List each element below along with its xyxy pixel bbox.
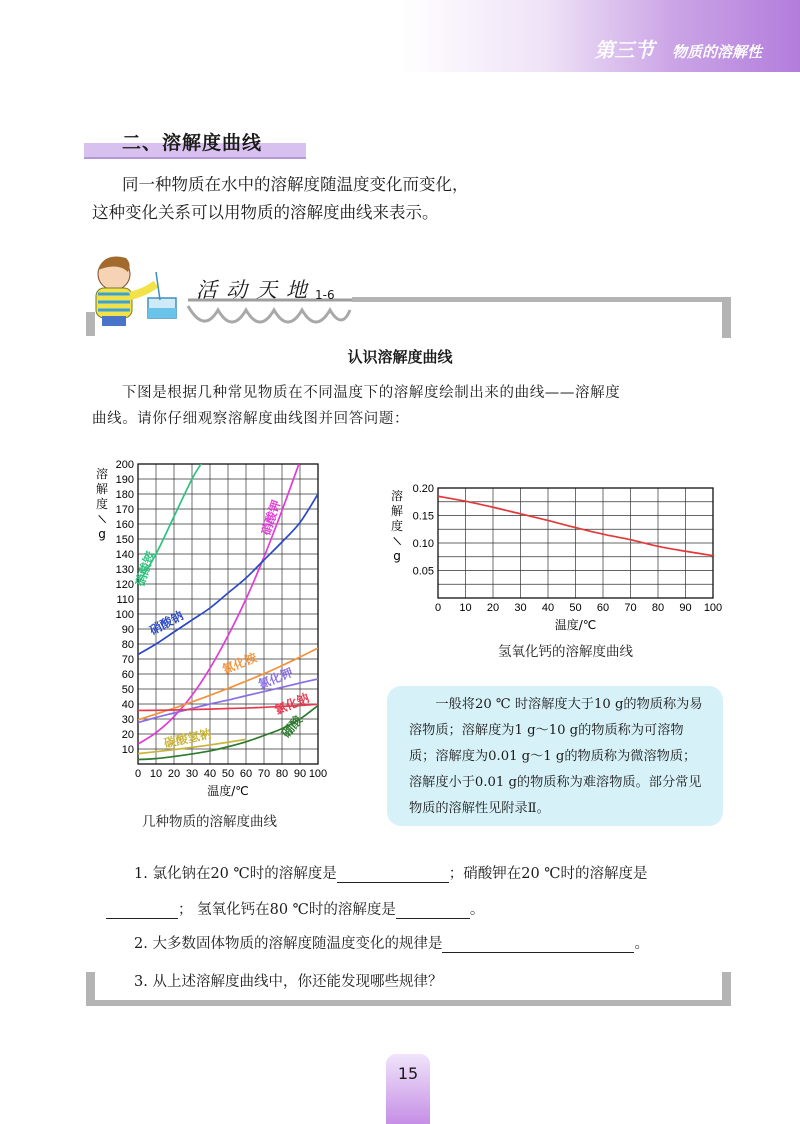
c1-y-label-char: 解: [95, 482, 109, 496]
c2-x-label: 温度/℃: [554, 618, 597, 632]
c1-y-tick: 200: [115, 459, 134, 471]
c1-y-tick: 160: [115, 519, 134, 531]
frame-bottom-line: [86, 1000, 731, 1006]
note-text: 一般将20 ℃ 时溶解度大于10 g的物质称为易溶物质；溶解度为1 g～10 g的物质称为可溶物质；溶解度为0.01 g～1 g的物质称为微溶物质；溶解度小于0.01 g的物质称为难溶物质。部分常见物质的溶解性见附录Ⅱ。: [409, 697, 703, 816]
c1-x-tick: 70: [257, 768, 271, 780]
c1-y-tick: 70: [121, 654, 134, 666]
c1-y-tick: 190: [115, 474, 134, 486]
page-number: 15: [397, 1064, 419, 1083]
c1-series-label: 氯化钠: [272, 690, 312, 718]
c1-x-tick: 50: [221, 768, 235, 780]
activity-title: 活动天地: [196, 278, 316, 302]
c1-series-label: 硝酸钠: [147, 608, 186, 638]
c2-x-tick: 70: [624, 602, 637, 614]
c1-y-tick: 50: [121, 684, 134, 696]
activity-number: 1-6: [315, 288, 335, 302]
c1-series-label: 氯化钾: [256, 665, 295, 692]
c2-x-tick: 50: [569, 602, 582, 614]
c1-y-label-char: g: [98, 527, 106, 541]
q2-text-b: 。: [634, 936, 649, 952]
c2-y-label-char: 度: [390, 519, 404, 533]
c1-x-label: 温度/℃: [207, 784, 249, 798]
c1-series-label: 硼酸: [278, 713, 306, 741]
c1-y-tick: 10: [121, 744, 134, 756]
c1-x-tick: 30: [185, 768, 199, 780]
frame-left-top: [86, 312, 95, 336]
answer-blank-3[interactable]: [396, 904, 470, 919]
c2-x-tick: 100: [703, 602, 723, 614]
running-header: [594, 34, 762, 63]
c1-y-label-char: 溶: [95, 467, 109, 481]
c2-x-tick: 80: [651, 602, 665, 614]
paragraph-line-1: 同一种物质在水中的溶解度随温度变化而变化，: [122, 175, 469, 194]
c1-y-tick: 20: [121, 729, 134, 741]
c1-y-tick: 180: [115, 489, 134, 501]
answer-blank-2[interactable]: [106, 904, 178, 919]
c2-y-tick: 0.10: [412, 538, 434, 550]
section-heading: 二、溶解度曲线: [122, 132, 263, 154]
solubility-chart: [80, 452, 340, 808]
c2-x-tick: 20: [486, 602, 500, 614]
c1-y-tick: 130: [115, 564, 134, 576]
c2-x-tick: 0: [434, 602, 442, 614]
c1-y-label-char: /: [94, 513, 110, 525]
c1-y-tick: 30: [121, 714, 134, 726]
c1-y-tick: 40: [121, 699, 134, 711]
c2-y-tick: 0.15: [412, 510, 434, 523]
c1-y-tick: 110: [116, 594, 134, 606]
q1-text-d: 。: [469, 902, 485, 918]
frame-top-line: [352, 297, 731, 302]
c1-y-tick: 150: [115, 534, 134, 546]
c2-x-tick: 10: [459, 602, 472, 614]
c1-x-tick: 20: [167, 768, 181, 780]
header-section: 第三节: [594, 38, 655, 62]
answer-blank-1[interactable]: [337, 868, 449, 883]
c1-series-label: 氯化铵: [220, 650, 259, 677]
c2-y-label-char: 解: [390, 504, 404, 518]
c1-x-tick: 40: [203, 768, 217, 780]
c2-y-label-char: 溶: [390, 489, 404, 503]
c1-x-tick: 0: [134, 768, 142, 780]
chart2-caption: 氢氧化钙的溶解度曲线: [498, 644, 633, 660]
c2-y-tick: 0.20: [412, 483, 434, 495]
paragraph-line-2: 这种变化关系可以用物质的溶解度曲线来表示。: [92, 203, 439, 222]
header-title: 物质的溶解性: [671, 43, 762, 61]
c1-y-tick: 140: [115, 549, 134, 561]
activity-name: 认识溶解度曲线: [347, 348, 453, 366]
c1-y-tick: 90: [121, 624, 134, 636]
intro-line-2: 曲线。请你仔细观察溶解度曲线图并回答问题：: [92, 411, 410, 427]
calcium-hydroxide-chart: [388, 478, 728, 638]
c2-y-label-char: g: [393, 549, 401, 563]
c1-x-tick: 100: [308, 768, 328, 780]
q1-text-a: 1. 氯化钠在20 ℃时的溶解度是: [134, 866, 337, 882]
note-box: [387, 686, 723, 826]
c2-x-tick: 40: [541, 602, 555, 614]
chart1-caption: 几种物质的溶解度曲线: [142, 814, 277, 830]
c1-y-tick: 170: [115, 504, 134, 516]
q2-text-a: 2. 大多数固体物质的溶解度随温度变化的规律是: [134, 936, 443, 952]
c2-x-tick: 90: [679, 602, 692, 614]
question-2: [134, 932, 649, 953]
answer-blank-4[interactable]: [442, 938, 634, 953]
q1-text-c: ； 氢氧化钙在80 ℃时的溶解度是: [178, 902, 396, 918]
c1-y-tick: 100: [115, 609, 134, 621]
c1-series-label: 硝酸铵: [132, 549, 158, 588]
c1-y-tick: 120: [115, 579, 134, 591]
c1-y-tick: 60: [121, 669, 134, 681]
c1-x-tick: 80: [275, 768, 289, 780]
c2-x-tick: 30: [514, 602, 527, 614]
frame-right-top: [722, 298, 731, 338]
c1-series-label: 碳酸氢钠: [162, 726, 213, 751]
c2-x-tick: 60: [596, 602, 610, 614]
c1-x-tick: 10: [149, 768, 163, 780]
c1-y-label-char: 度: [95, 497, 109, 511]
c1-x-tick: 60: [239, 768, 253, 780]
question-1-line-2: [106, 898, 484, 919]
question-3: 3. 从上述溶解度曲线中，你还能发现哪些规律？: [134, 974, 443, 990]
boy-icon: [96, 257, 156, 327]
question-1-line-1: [134, 862, 648, 883]
c1-y-tick: 80: [121, 639, 134, 651]
beaker-icon: [148, 272, 176, 318]
c1-x-tick: 90: [293, 768, 307, 780]
q1-text-b: ；硝酸钾在20 ℃时的溶解度是: [448, 866, 648, 882]
c1-series-label: 硝酸钾: [258, 498, 284, 537]
intro-line-1: 下图是根据几种常见物质在不同温度下的溶解度绘制出来的曲线——溶解度: [122, 385, 621, 401]
c2-y-tick: 0.05: [412, 565, 434, 578]
c2-y-label-char: /: [389, 535, 405, 547]
